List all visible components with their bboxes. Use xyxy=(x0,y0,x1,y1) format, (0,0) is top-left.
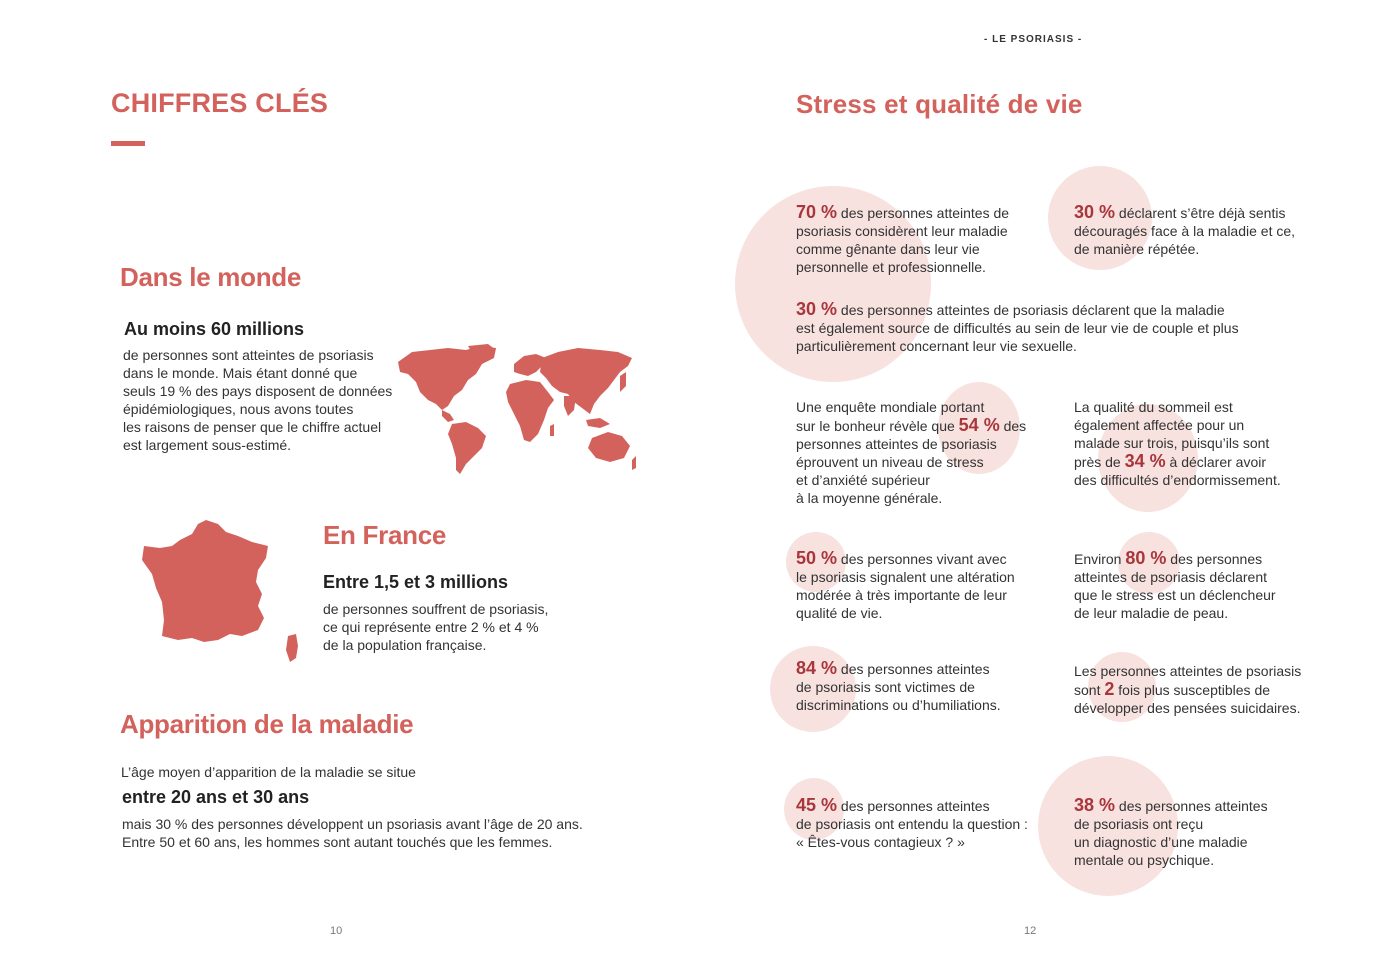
stat-30-couple: 30 % des personnes atteintes de psoriasis déclarent que la maladie est également source de difficultés au sein de leur vie de couple et plus particulièrement concernant leur vie sexuelle. xyxy=(796,299,1239,354)
stat-50: 50 % des personnes vivant avec le psoriasis signalent une altération modérée à très importante de leur qualité de vie. xyxy=(796,548,1015,621)
stat-70: 70 % des personnes atteintes de psoriasis considèrent leur maladie comme gênante dans leur vie personnelle et professionnelle. xyxy=(796,202,1010,275)
lead-world: Au moins 60 millions xyxy=(124,319,305,339)
heading-france: En France xyxy=(323,520,447,550)
page-number-left: 10 xyxy=(330,925,343,937)
stat-30-discouraged: 30 % déclarent s’être déjà sentis découragés face à la maladie et ce, de manière répétée. xyxy=(1074,202,1296,257)
stat-84: 84 % des personnes atteintes de psoriasis sont victimes de discriminations ou d’humiliations. xyxy=(796,658,1001,713)
world-map-icon xyxy=(396,344,636,476)
lead-onset: entre 20 ans et 30 ans xyxy=(122,787,310,807)
stat-38: 38 % des personnes atteintes de psoriasis ont reçu un diagnostic d’une maladie mentale ou psychique. xyxy=(1074,795,1268,868)
heading-world: Dans le monde xyxy=(120,262,302,292)
stat-34: La qualité du sommeil est également affectée pour un malade sur trois, puisqu’ils sont près de 34 % à déclarer avoir des difficultés d’endormissement. xyxy=(1074,399,1281,488)
paragraph-france: de personnes souffrent de psoriasis, ce qui représente entre 2 % et 4 % de la population française. xyxy=(323,601,549,653)
paragraph-world: de personnes sont atteintes de psoriasis dans le monde. Mais étant donné que seuls 19 % des pays disposent de données épidémiologiques, nous avons toutes les raisons de penser que le chiffre actuel est largement sous-estimé. xyxy=(123,347,393,453)
page-title-chiffres-cles: CHIFFRES CLÉS xyxy=(111,88,329,118)
paragraph-onset: mais 30 % des personnes développent un psoriasis avant l’âge de 20 ans. Entre 50 et 60 ans, les hommes sont autant touchés que les femmes. xyxy=(122,816,583,850)
stat-2x: Les personnes atteintes de psoriasis sont 2 fois plus susceptibles de développer des pensées suicidaires. xyxy=(1074,663,1302,716)
heading-onset: Apparition de la maladie xyxy=(120,709,414,739)
france-map-icon xyxy=(140,518,300,664)
section-tag: - LE PSORIASIS - xyxy=(984,34,1083,45)
stat-45: 45 % des personnes atteintes de psoriasis ont entendu la question : « Êtes-vous contagieux ? » xyxy=(796,795,1028,850)
stat-80: Environ 80 % des personnes atteintes de psoriasis déclarent que le stress est un déclencheur de leur maladie de peau. xyxy=(1074,548,1276,621)
title-underline xyxy=(111,141,145,146)
page-number-right: 12 xyxy=(1024,925,1037,937)
lead-france: Entre 1,5 et 3 millions xyxy=(323,572,509,592)
stat-54: Une enquête mondiale portant sur le bonheur révèle que 54 % des personnes atteintes de psoriasis éprouvent un niveau de stress et d’anxiété supérieur à la moyenne générale. xyxy=(796,399,1027,506)
onset-intro: L’âge moyen d’apparition de la maladie se situe xyxy=(121,764,416,780)
page-title-stress: Stress et qualité de vie xyxy=(796,89,1083,119)
